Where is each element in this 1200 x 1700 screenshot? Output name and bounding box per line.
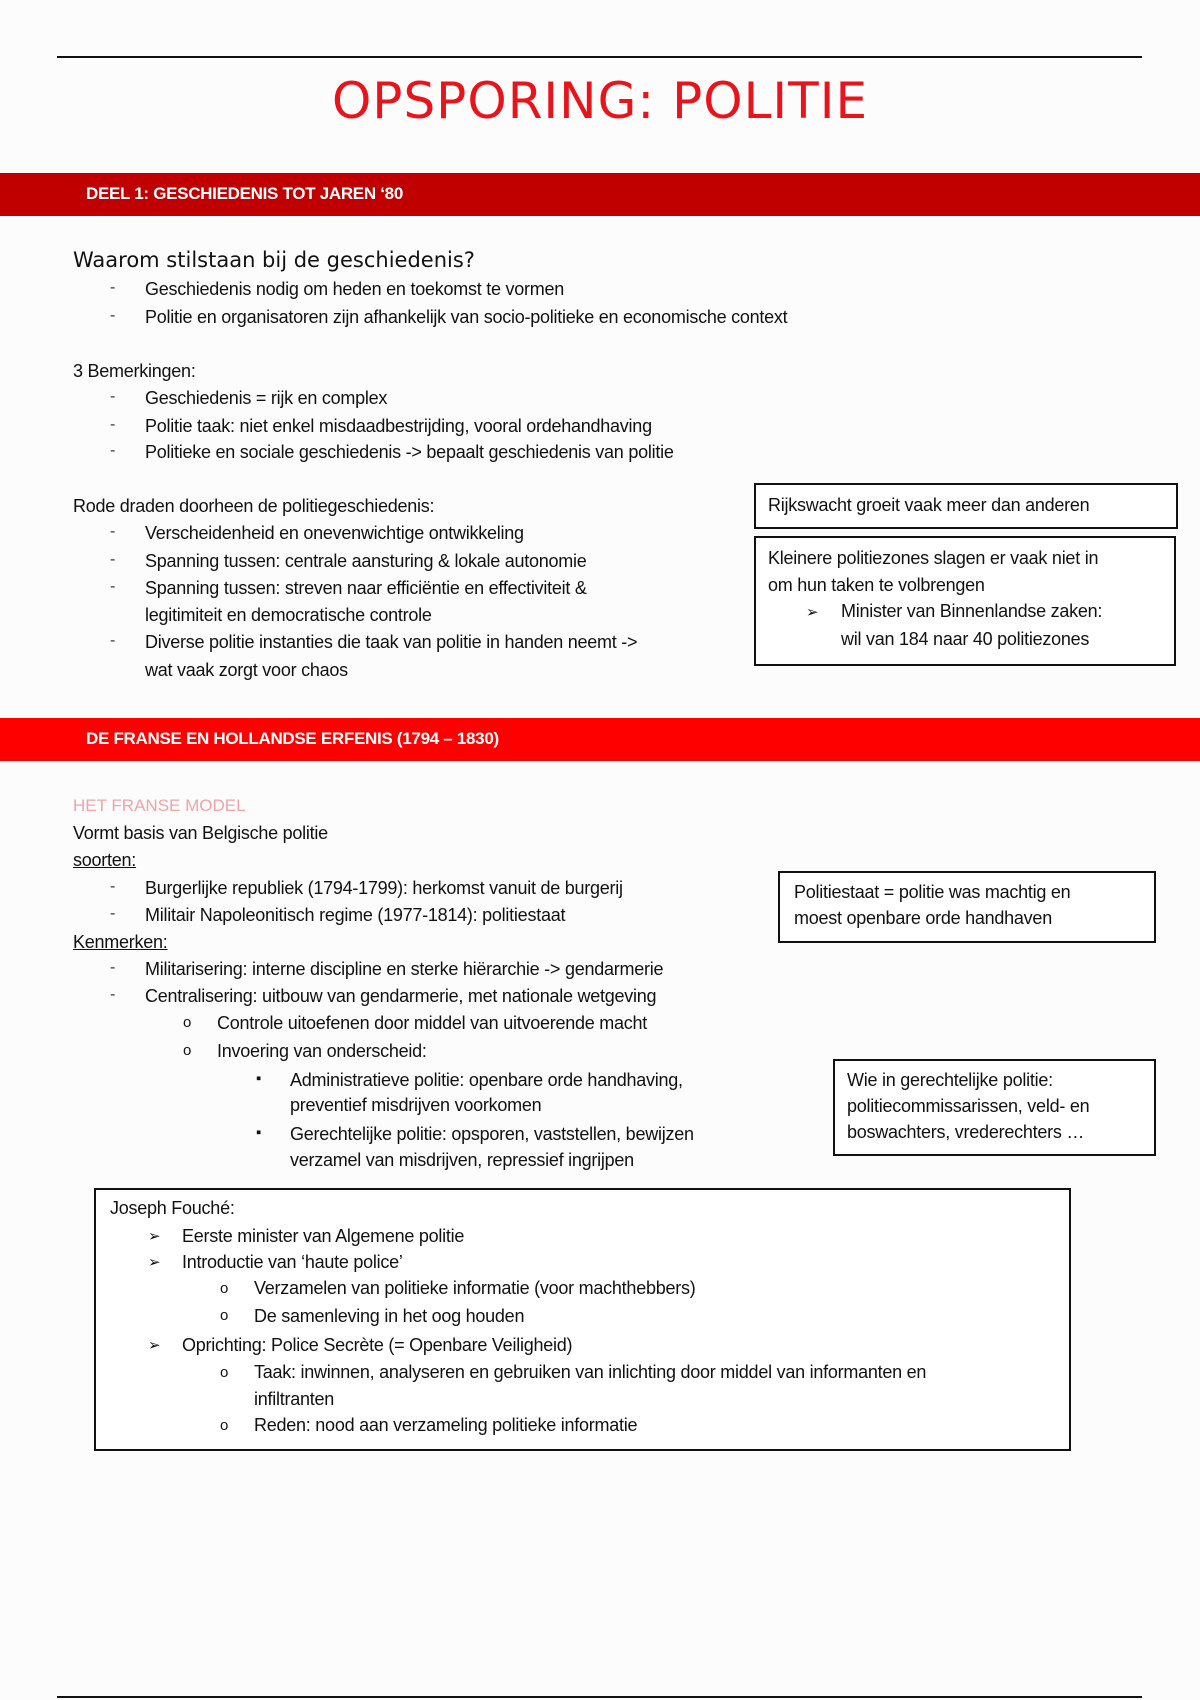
- list-item: Verzamelen van politieke informatie (voor machthebbers): [254, 1278, 696, 1298]
- note-text: boswachters, vrederechters …: [847, 1122, 1085, 1142]
- dash-bullet: -: [110, 986, 116, 1003]
- note-box-rijkswacht: [754, 483, 1178, 529]
- dash-bullet: -: [110, 523, 116, 540]
- list-item: Oprichting: Police Secrète (= Openbare Veiligheid): [182, 1335, 573, 1355]
- dash-bullet: -: [110, 905, 116, 922]
- dash-bullet: -: [110, 578, 116, 595]
- note-text: Politiestaat = politie was machtig en: [794, 882, 1071, 902]
- note-text: politiecommissarissen, veld- en: [847, 1096, 1090, 1116]
- arrow-bullet-icon: ➢: [148, 1228, 161, 1245]
- circle-bullet-icon: o: [220, 1417, 229, 1434]
- list-item: Verscheidenheid en onevenwichtige ontwikkeling: [145, 523, 524, 543]
- bottom-rule: [57, 1696, 1142, 1698]
- list-item: Gerechtelijke politie: opsporen, vaststellen, bewijzen: [290, 1124, 694, 1144]
- threads-label: Rode draden doorheen de politiegeschiedenis:: [73, 496, 435, 516]
- note-text: Rijkswacht groeit vaak meer dan anderen: [768, 495, 1090, 515]
- top-rule: [57, 56, 1142, 58]
- list-item: Diverse politie instanties die taak van politie in handen neemt ->: [145, 632, 638, 652]
- circle-bullet-icon: o: [183, 1014, 192, 1031]
- list-item-continued: infiltranten: [254, 1389, 335, 1409]
- intro-text: Vormt basis van Belgische politie: [73, 823, 328, 843]
- note-text: Wie in gerechtelijke politie:: [847, 1070, 1053, 1090]
- section-bar-1-label: DEEL 1: GESCHIEDENIS TOT JAREN ‘80: [86, 184, 403, 203]
- list-item: Spanning tussen: streven naar efficiëntie en effectiviteit &: [145, 578, 587, 598]
- list-item: Administratieve politie: openbare orde handhaving,: [290, 1070, 683, 1090]
- square-bullet-icon: ▪: [256, 1124, 262, 1141]
- note-box-fouche: [94, 1188, 1071, 1451]
- note-text: om hun taken te volbrengen: [768, 575, 985, 595]
- note-box-politiezones: [754, 536, 1176, 666]
- dash-bullet: -: [110, 307, 116, 324]
- circle-bullet-icon: o: [220, 1364, 229, 1381]
- remarks-label: 3 Bemerkingen:: [73, 361, 196, 381]
- list-item: Controle uitoefenen door middel van uitvoerende macht: [217, 1013, 648, 1033]
- section-bar-1: [0, 173, 1200, 216]
- list-item: Politieke en sociale geschiedenis -> bepaalt geschiedenis van politie: [145, 442, 674, 462]
- circle-bullet-icon: o: [220, 1307, 229, 1324]
- list-item-continued: legitimiteit en democratische controle: [145, 605, 432, 625]
- dash-bullet: -: [110, 959, 116, 976]
- page-title: OPSPORING: POLITIE: [331, 72, 869, 130]
- section-heading: Waarom stilstaan bij de geschiedenis?: [73, 248, 475, 272]
- dash-bullet: -: [110, 878, 116, 895]
- kinds-label: soorten:: [73, 850, 137, 870]
- arrow-bullet-icon: ➢: [806, 604, 819, 621]
- square-bullet-icon: ▪: [256, 1070, 262, 1087]
- note-text: Kleinere politiezones slagen er vaak niet in: [768, 548, 1099, 568]
- list-item: Eerste minister van Algemene politie: [182, 1226, 465, 1246]
- list-item: De samenleving in het oog houden: [254, 1306, 525, 1326]
- circle-bullet-icon: o: [183, 1042, 192, 1059]
- dash-bullet: -: [110, 442, 116, 459]
- note-box-gerechtelijke-politie: [833, 1059, 1156, 1156]
- list-item: Militarisering: interne discipline en sterke hiërarchie -> gendarmerie: [145, 959, 664, 979]
- list-item: Geschiedenis nodig om heden en toekomst te vormen: [145, 279, 565, 299]
- dash-bullet: -: [110, 388, 116, 405]
- list-item: Taak: inwinnen, analyseren en gebruiken van inlichting door middel van informanten en: [254, 1362, 927, 1382]
- note-text: Minister van Binnenlandse zaken:: [841, 601, 1103, 621]
- features-label: Kenmerken:: [73, 932, 168, 952]
- list-item: Spanning tussen: centrale aansturing & lokale autonomie: [145, 551, 587, 571]
- dash-bullet: -: [110, 279, 116, 296]
- arrow-bullet-icon: ➢: [148, 1337, 161, 1354]
- subheading: HET FRANSE MODEL: [73, 796, 246, 815]
- circle-bullet-icon: o: [220, 1280, 229, 1297]
- list-item: Reden: nood aan verzameling politieke informatie: [254, 1415, 638, 1435]
- fouche-label: Joseph Fouché:: [110, 1198, 235, 1218]
- list-item: Invoering van onderscheid:: [217, 1041, 427, 1061]
- list-item: Burgerlijke republiek (1794-1799): herkomst vanuit de burgerij: [145, 878, 623, 898]
- note-box-politiestaat: [778, 871, 1156, 943]
- dash-bullet: -: [110, 551, 116, 568]
- list-item-continued: verzamel van misdrijven, repressief ingrijpen: [290, 1150, 634, 1170]
- list-item-continued: wat vaak zorgt voor chaos: [145, 660, 348, 680]
- list-item: Centralisering: uitbouw van gendarmerie, met nationale wetgeving: [145, 986, 657, 1006]
- list-item: Politie en organisatoren zijn afhankelijk van socio-politieke en economische context: [145, 307, 788, 327]
- section-bar-2: [0, 718, 1200, 761]
- dash-bullet: -: [110, 416, 116, 433]
- list-item-continued: preventief misdrijven voorkomen: [290, 1095, 542, 1115]
- list-item: Geschiedenis = rijk en complex: [145, 388, 388, 408]
- arrow-bullet-icon: ➢: [148, 1254, 161, 1271]
- list-item: Politie taak: niet enkel misdaadbestrijding, vooral ordehandhaving: [145, 416, 652, 436]
- list-item: Militair Napoleonitisch regime (1977-1814): politiestaat: [145, 905, 566, 925]
- note-text: moest openbare orde handhaven: [794, 908, 1052, 928]
- dash-bullet: -: [110, 632, 116, 649]
- note-text: wil van 184 naar 40 politiezones: [841, 629, 1090, 649]
- list-item: Introductie van ‘haute police’: [182, 1252, 403, 1272]
- section-bar-2-label: DE FRANSE EN HOLLANDSE ERFENIS (1794 – 1830): [86, 729, 499, 748]
